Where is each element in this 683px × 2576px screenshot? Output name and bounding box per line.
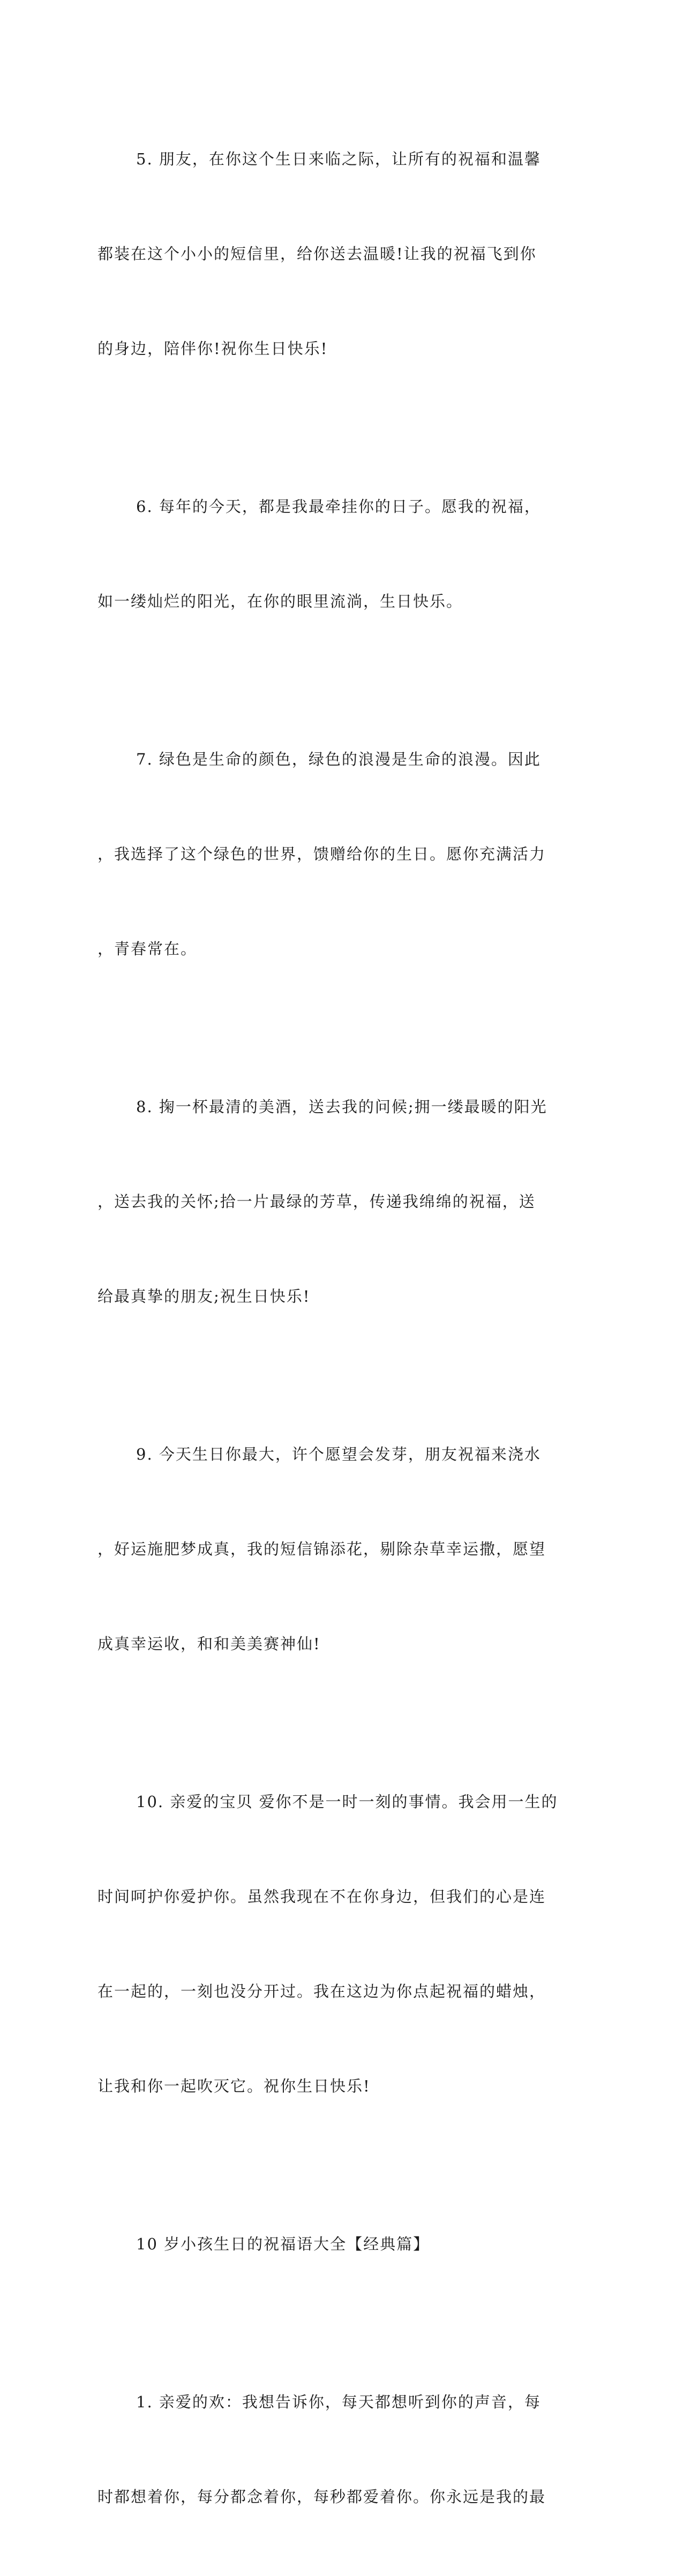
section-heading-text: 10 岁小孩生日的祝福语大全【经典篇】 bbox=[136, 2235, 430, 2253]
document-body bbox=[97, 80, 564, 2576]
paragraph-line: ，好运施肥梦成真，我的短信锦添花，剔除杂草幸运撒，愿望 bbox=[97, 1540, 546, 1558]
paragraph-line: 都装在这个小小的短信里，给你送去温暖!让我的祝福飞到你 bbox=[97, 245, 537, 263]
paragraph-wish-7 bbox=[97, 681, 564, 1028]
section-heading bbox=[97, 2165, 564, 2323]
paragraph-line: 7. 绿色是生命的颜色，绿色的浪漫是生命的浪漫。因此 bbox=[136, 750, 541, 768]
paragraph-line: 1. 亲爱的欢：我想告诉你，每天都想听到你的声音，每 bbox=[136, 2393, 541, 2411]
paragraph-line: 的身边，陪伴你!祝你生日快乐! bbox=[97, 339, 328, 358]
paragraph-line: 10. 亲爱的宝贝 爱你不是一时一刻的事情。我会用一生的 bbox=[136, 1793, 558, 1811]
paragraph-line: 时都想着你，每分都念着你，每秒都爱着你。你永远是我的最 bbox=[97, 2488, 546, 2506]
paragraph-line: ，我选择了这个绿色的世界，馈赠给你的生日。愿你充满活力 bbox=[97, 845, 546, 863]
paragraph-line: ，青春常在。 bbox=[97, 940, 198, 958]
paragraph-line: 让我和你一起吹灭它。祝你生日快乐! bbox=[97, 2077, 371, 2095]
paragraph-wish-6 bbox=[97, 428, 564, 681]
paragraph-line: 8. 掬一杯最清的美酒，送去我的问候;拥一缕最暖的阳光 bbox=[136, 1098, 547, 1116]
paragraph-wish-8 bbox=[97, 1028, 564, 1376]
paragraph-wish-9 bbox=[97, 1376, 564, 1723]
paragraph-line: 6. 每年的今天，都是我最牵挂你的日子。愿我的祝福， bbox=[136, 497, 541, 516]
paragraph-line: 在一起的，一刻也没分开过。我在这边为你点起祝福的蜡烛， bbox=[97, 1982, 546, 2000]
paragraph-wish-1 bbox=[97, 2323, 564, 2576]
paragraph-line: 如一缕灿烂的阳光，在你的眼里流淌，生日快乐。 bbox=[97, 592, 463, 610]
paragraph-line: 给最真挚的朋友;祝生日快乐! bbox=[97, 1287, 311, 1305]
paragraph-wish-10 bbox=[97, 1723, 564, 2165]
paragraph-wish-5 bbox=[97, 80, 564, 428]
paragraph-line: 5. 朋友，在你这个生日来临之际，让所有的祝福和温馨 bbox=[136, 150, 541, 168]
paragraph-line: 时间呵护你爱护你。虽然我现在不在你身边，但我们的心是连 bbox=[97, 1887, 546, 1906]
paragraph-line: 9. 今天生日你最大，许个愿望会发芽，朋友祝福来浇水 bbox=[136, 1445, 541, 1463]
paragraph-line: ，送去我的关怀;拾一片最绿的芳草，传递我绵绵的祝福，送 bbox=[97, 1192, 536, 1211]
paragraph-line: 成真幸运收，和和美美赛神仙! bbox=[97, 1635, 321, 1653]
